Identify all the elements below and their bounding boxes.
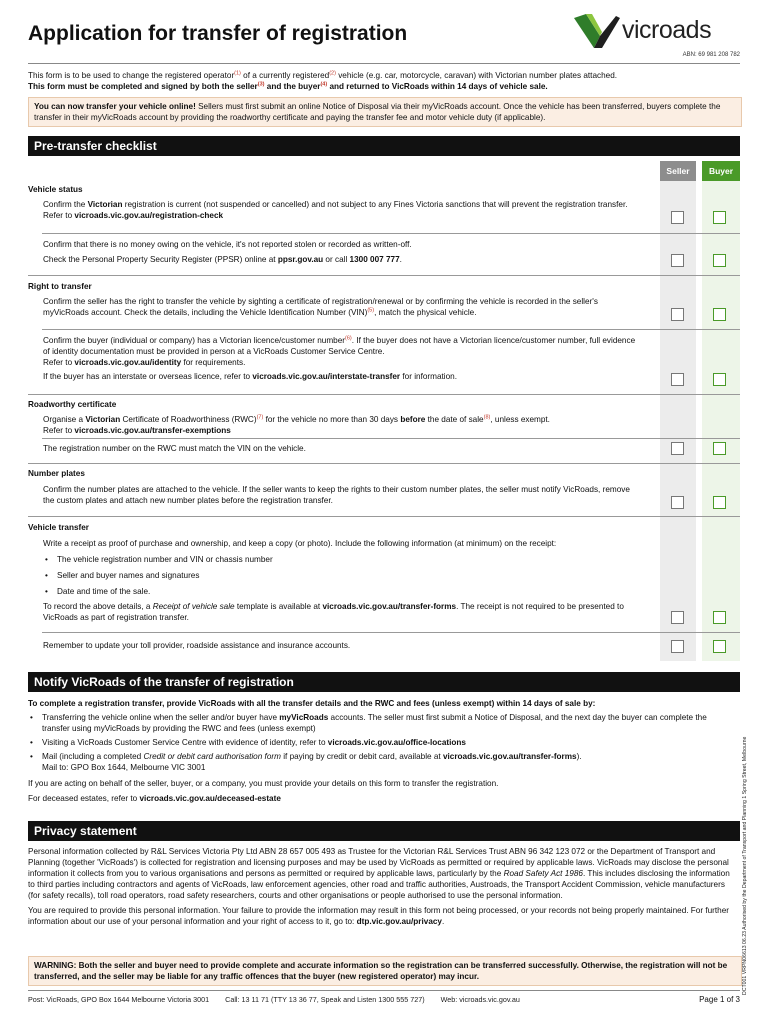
intro-text-2a: This form must be completed and signed by both the seller — [28, 82, 258, 91]
ppsr-phone[interactable]: 1300 007 777 — [349, 255, 400, 264]
buyer-checkbox-vehicle-transfer-2[interactable] — [713, 640, 726, 653]
vt2-text-c: . The receipt is not required to be presented to VicRoads as part of registration transfer. — [43, 602, 624, 622]
vs2-text-1: Confirm that there is no money owing on the vehicle, it's not reported stolen or recorded as written-off. — [43, 240, 412, 249]
interstate-transfer-link[interactable]: vicroads.vic.gov.au/interstate-transfer — [252, 372, 401, 381]
intro-text-2b: and the buyer — [264, 82, 321, 91]
divider — [28, 516, 740, 517]
vehicle-status-item-2 — [43, 239, 643, 265]
privacy-p2-a: You are required to provide this personal information. Your failure to provide the information may result in this form not being processed, or your records not being properly maintained. For further information about our use of your personal information and your right of access to it, go to: — [28, 906, 730, 926]
rt2-text-c: Refer to — [43, 358, 75, 367]
footnote-ref-5: (5) — [367, 307, 375, 314]
section-header-checklist: Pre-transfer checklist — [28, 136, 740, 156]
roadworthy-item-1 — [43, 414, 643, 436]
deceased-text — [28, 793, 733, 804]
mail-address: Mail to: GPO Box 1644, Melbourne VIC 3001 — [42, 763, 206, 772]
rw1-text-a: Organise a — [43, 415, 86, 424]
header-rule — [28, 63, 740, 64]
rw1-text-e: before — [400, 415, 426, 424]
right-to-transfer-item-1 — [43, 296, 643, 318]
vicroads-tick-icon — [572, 12, 622, 52]
notify-b2-a: Visiting a VicRoads Customer Service Centre with evidence of identity, refer to — [42, 738, 328, 747]
seller-column — [660, 161, 696, 661]
abn-text: ABN: 69 981 208 782 — [682, 52, 740, 58]
rw1-text-g: , unless exempt. — [490, 415, 550, 424]
vehicle-transfer-item-2: Remember to update your toll provider, roadside assistance and insurance accounts. — [43, 641, 351, 650]
buyer-column-header: Buyer — [702, 161, 740, 181]
seller-checkbox-vehicle-transfer-1[interactable] — [671, 611, 684, 624]
rw1-text-b: Victorian — [85, 415, 121, 424]
seller-checkbox-vehicle-status-1[interactable] — [671, 211, 684, 224]
intro-text-2c: and returned to VicRoads within 14 days of vehicle sale. — [327, 82, 548, 91]
notify-b1-c: accounts. The seller must first submit a Notice of Disposal, and the next day the buyer can complete the transfer using myVicRoads by providing the RWC and fees (unless exempt) — [42, 713, 707, 733]
office-locations-link[interactable]: vicroads.vic.gov.au/office-locations — [327, 738, 466, 747]
rt1-text-b: , match the physical vehicle. — [374, 308, 477, 317]
rt2-text-b: . If the buyer does not have a Victorian licence/customer number, full evidence of identity documentation must be provided in person at a VicRoads Customer Service Centre. — [43, 336, 636, 356]
vs1-text-b: Victorian — [87, 200, 123, 209]
notify-b3-em: Credit or debit card authorisation form — [143, 752, 281, 761]
number-plates-item: Confirm the number plates are attached to the vehicle. If the seller wants to keep the rights to their custom number plates, the seller must notify VicRoads, remove the custom plates and attach new number plates before the registration transfer. — [43, 485, 630, 505]
vt1-text: Write a receipt as proof of purchase and ownership, and keep a copy (or photo). Include the following information (at minimum) on the receipt: — [43, 539, 557, 548]
rt2-text-f: for information. — [400, 372, 457, 381]
buyer-checkbox-number-plates[interactable] — [713, 496, 726, 509]
intro-text — [28, 70, 740, 92]
notify-b3-b: if paying by credit or debit card, available at — [280, 752, 443, 761]
seller-column-header: Seller — [660, 161, 696, 181]
divider — [28, 275, 740, 276]
list-item — [42, 737, 733, 748]
vehicle-status-heading: Vehicle status — [28, 185, 83, 194]
privacy-p1-a: Personal information collected by R&L Services Victoria Pty Ltd ABN 28 657 005 493 as Trustee for the Victorian R&L Services Trust ABN 96 342 123 072 or the Department of Transport and Planning (together 'VicRoads') is collected for registration and licensing purposes and may be used by VicRoads as permitted or required by applicable laws. VicRoads may disclose the personal information it collects from you to various organisations and persons as permitted or required by applicable laws, particularly by the — [28, 847, 729, 878]
ppsr-link[interactable]: ppsr.gov.au — [277, 255, 324, 264]
right-to-transfer-heading: Right to transfer — [28, 282, 92, 291]
vs1-text-c: registration is current (not suspended or cancelled) and not subject to any Fines Victoria sanctions that will prevent the registration transfer. Refer to — [43, 200, 628, 220]
registration-check-link[interactable]: vicroads.vic.gov.au/registration-check — [74, 211, 224, 220]
privacy-link[interactable]: dtp.vic.gov.au/privacy — [356, 917, 442, 926]
notify-b3-a: Mail (including a completed — [42, 752, 144, 761]
vs2-text-2a: Check the Personal Property Security Register (PPSR) online at — [43, 255, 278, 264]
vehicle-transfer-heading: Vehicle transfer — [28, 523, 89, 532]
footnote-ref-6: (6) — [345, 335, 352, 342]
intro-text-1a: This form is to be used to change the registered operator — [28, 71, 235, 80]
seller-checkbox-right-to-transfer-1[interactable] — [671, 308, 684, 321]
divider — [42, 329, 740, 330]
privacy-p1 — [28, 846, 736, 901]
vehicle-transfer-item-1 — [43, 538, 643, 623]
notify-methods-list — [28, 712, 733, 773]
notify-b3-c: ). — [576, 752, 582, 761]
identity-link[interactable]: vicroads.vic.gov.au/identity — [74, 358, 182, 367]
list-item: • Seller and buyer names and signatures — [57, 570, 643, 581]
rw1-text-h: Refer to — [43, 426, 75, 435]
rw1-text-c: Certificate of Roadworthiness (RWC) — [120, 415, 257, 424]
section-header-notify: Notify VicRoads of the transfer of registration — [28, 672, 740, 692]
vicroads-logo — [570, 12, 740, 52]
footer-web[interactable]: Web: vicroads.vic.gov.au — [440, 995, 520, 1004]
buyer-checkbox-right-to-transfer-1[interactable] — [713, 308, 726, 321]
divider — [28, 394, 740, 395]
footer-rule — [28, 990, 740, 991]
footnote-ref-8: (8) — [483, 414, 491, 421]
vt2-text-a: To record the above details, a — [43, 602, 153, 611]
buyer-checkbox-vehicle-status-2[interactable] — [713, 254, 726, 267]
page-number: Page 1 of 3 — [699, 995, 740, 1004]
vs2-text-2b: or call — [323, 255, 350, 264]
roadworthy-heading: Roadworthy certificate — [28, 400, 117, 409]
form-page — [28, 0, 740, 1024]
rw1-text-d: for the vehicle no more than 30 days — [263, 415, 401, 424]
footnote-ref-1: (1) — [234, 70, 241, 77]
buyer-checkbox-vehicle-status-1[interactable] — [713, 211, 726, 224]
footer-call: Call: 13 11 71 (TTY 13 36 77, Speak and Listen 1300 555 727) — [225, 995, 425, 1004]
rw1-text-f: the date of sale — [425, 415, 484, 424]
buyer-checkbox-right-to-transfer-2[interactable] — [713, 373, 726, 386]
list-item — [42, 751, 733, 773]
notice-text: Sellers must first submit an online Notice of Disposal via their myVicRoads account. Once the vehicle has been transferred, buyers complete the transfer in their myVicRoads account by providing the roadworthy certificate and paying the transfer fee and motor vehicle duty (if applicable). — [34, 102, 721, 122]
seller-checkbox-right-to-transfer-2[interactable] — [671, 373, 684, 386]
logo-wordmark: vicroads — [622, 16, 712, 44]
roadworthy-item-2: The registration number on the RWC must match the VIN on the vehicle. — [43, 444, 306, 453]
privacy-p2 — [28, 905, 736, 927]
buyer-column — [702, 161, 740, 661]
number-plates-heading: Number plates — [28, 469, 85, 478]
buyer-checkbox-roadworthy[interactable] — [713, 442, 726, 455]
list-item — [42, 712, 733, 734]
behalf-text: If you are acting on behalf of the seller, buyer, or a company, you must provide your details on this form to transfer the registration. — [28, 779, 499, 788]
rt2-text-e: If the buyer has an interstate or overseas licence, refer to — [43, 372, 253, 381]
receipt-requirements-list — [43, 554, 643, 597]
notice-bold: You can now transfer your vehicle online! — [34, 102, 196, 111]
privacy-p2-b: . — [441, 917, 445, 926]
vs2-text-end: . — [399, 255, 402, 264]
seller-checkbox-vehicle-status-2[interactable] — [671, 254, 684, 267]
footer-post: Post: VicRoads, GPO Box 1644 Melbourne Victoria 3001 — [28, 995, 210, 1004]
rt1-text-a: Confirm the seller has the right to transfer the vehicle by sighting a certificate of registration/renewal or by confirming the vehicle is recorded in the seller's myVicRoads account. Check the details, including the Vehicle Identification Number (VIN) — [43, 297, 598, 317]
intro-text-1b: of a currently registered — [240, 71, 330, 80]
seller-checkbox-number-plates[interactable] — [671, 496, 684, 509]
vt2-text-em: Receipt of vehicle sale — [152, 602, 235, 611]
footer-contacts — [28, 995, 520, 1004]
seller-checkbox-roadworthy[interactable] — [671, 442, 684, 455]
rt2-text-d: for requirements. — [181, 358, 246, 367]
vehicle-status-item-1 — [43, 199, 643, 221]
online-transfer-notice — [28, 97, 742, 127]
notify-b1-a: Transferring the vehicle online when the seller and/or buyer have — [42, 713, 280, 722]
privacy-p1-b: . This includes disclosing the information to third parties including contractors and agents of VicRoads, law enforcement agencies, other road and traffic authorities, Austroads, the Transport Accident Commission, vehicle manufacturers (for safety recalls), toll road operators, road safety researchers, courts and other organisations or people authorised to use the personal information. — [28, 869, 730, 900]
footnote-ref-7: (7) — [256, 414, 264, 421]
list-item: • The vehicle registration number and VIN or chassis number — [57, 554, 643, 565]
transfer-forms-link-2[interactable]: vicroads.vic.gov.au/transfer-forms — [442, 752, 577, 761]
right-to-transfer-item-2 — [43, 335, 643, 382]
footnote-ref-3: (3) — [257, 81, 265, 88]
deceased-estate-link[interactable]: vicroads.vic.gov.au/deceased-estate — [139, 794, 281, 803]
buyer-checkbox-vehicle-transfer-1[interactable] — [713, 611, 726, 624]
vt2-text — [43, 601, 643, 623]
deceased-text-a: For deceased estates, refer to — [28, 794, 140, 803]
vt2-text-b: template is available at — [234, 602, 323, 611]
footnote-ref-4: (4) — [320, 81, 328, 88]
divider — [42, 632, 740, 633]
transfer-forms-link[interactable]: vicroads.vic.gov.au/transfer-forms — [322, 602, 457, 611]
section-header-privacy: Privacy statement — [28, 821, 740, 841]
list-item: • Date and time of the sale. — [57, 586, 643, 597]
divider — [42, 233, 740, 234]
vs1-text-a: Confirm the — [43, 200, 88, 209]
privacy-section — [28, 846, 736, 927]
warning-box: WARNING: Both the seller and buyer need to provide complete and accurate information so the registration can be transferred successfully. Otherwise, the registration will not be transferred, and the seller may be liable for any traffic offences that the buyer (new registered operator) may incur. — [28, 956, 742, 986]
rt2-text-a: Confirm the buyer (individual or company) has a Victorian licence/customer number — [43, 336, 346, 345]
side-print-code-text: DCT001 VRPN06613 06.23 Authorised by the Department of Transport and Planning 1 Spring Street, Melbourne — [742, 736, 748, 995]
side-print-code — [742, 675, 752, 995]
transfer-exemptions-link[interactable]: vicroads.vic.gov.au/transfer-exemptions — [74, 426, 231, 435]
seller-checkbox-vehicle-transfer-2[interactable] — [671, 640, 684, 653]
notify-b1-b: myVicRoads — [279, 713, 329, 722]
notify-section — [28, 698, 733, 804]
divider — [28, 463, 740, 464]
notify-lead: To complete a registration transfer, provide VicRoads with all the transfer details and the RWC and fees (unless exempt) within 14 days of sale by: — [28, 699, 596, 708]
divider — [42, 438, 740, 439]
privacy-p1-em: Road Safety Act 1986 — [503, 869, 583, 878]
footnote-ref-2: (2) — [329, 70, 336, 77]
intro-text-1c: vehicle (e.g. car, motorcycle, caravan) with Victorian number plates attached. — [335, 71, 618, 80]
page-title: Application for transfer of registration — [28, 22, 408, 45]
